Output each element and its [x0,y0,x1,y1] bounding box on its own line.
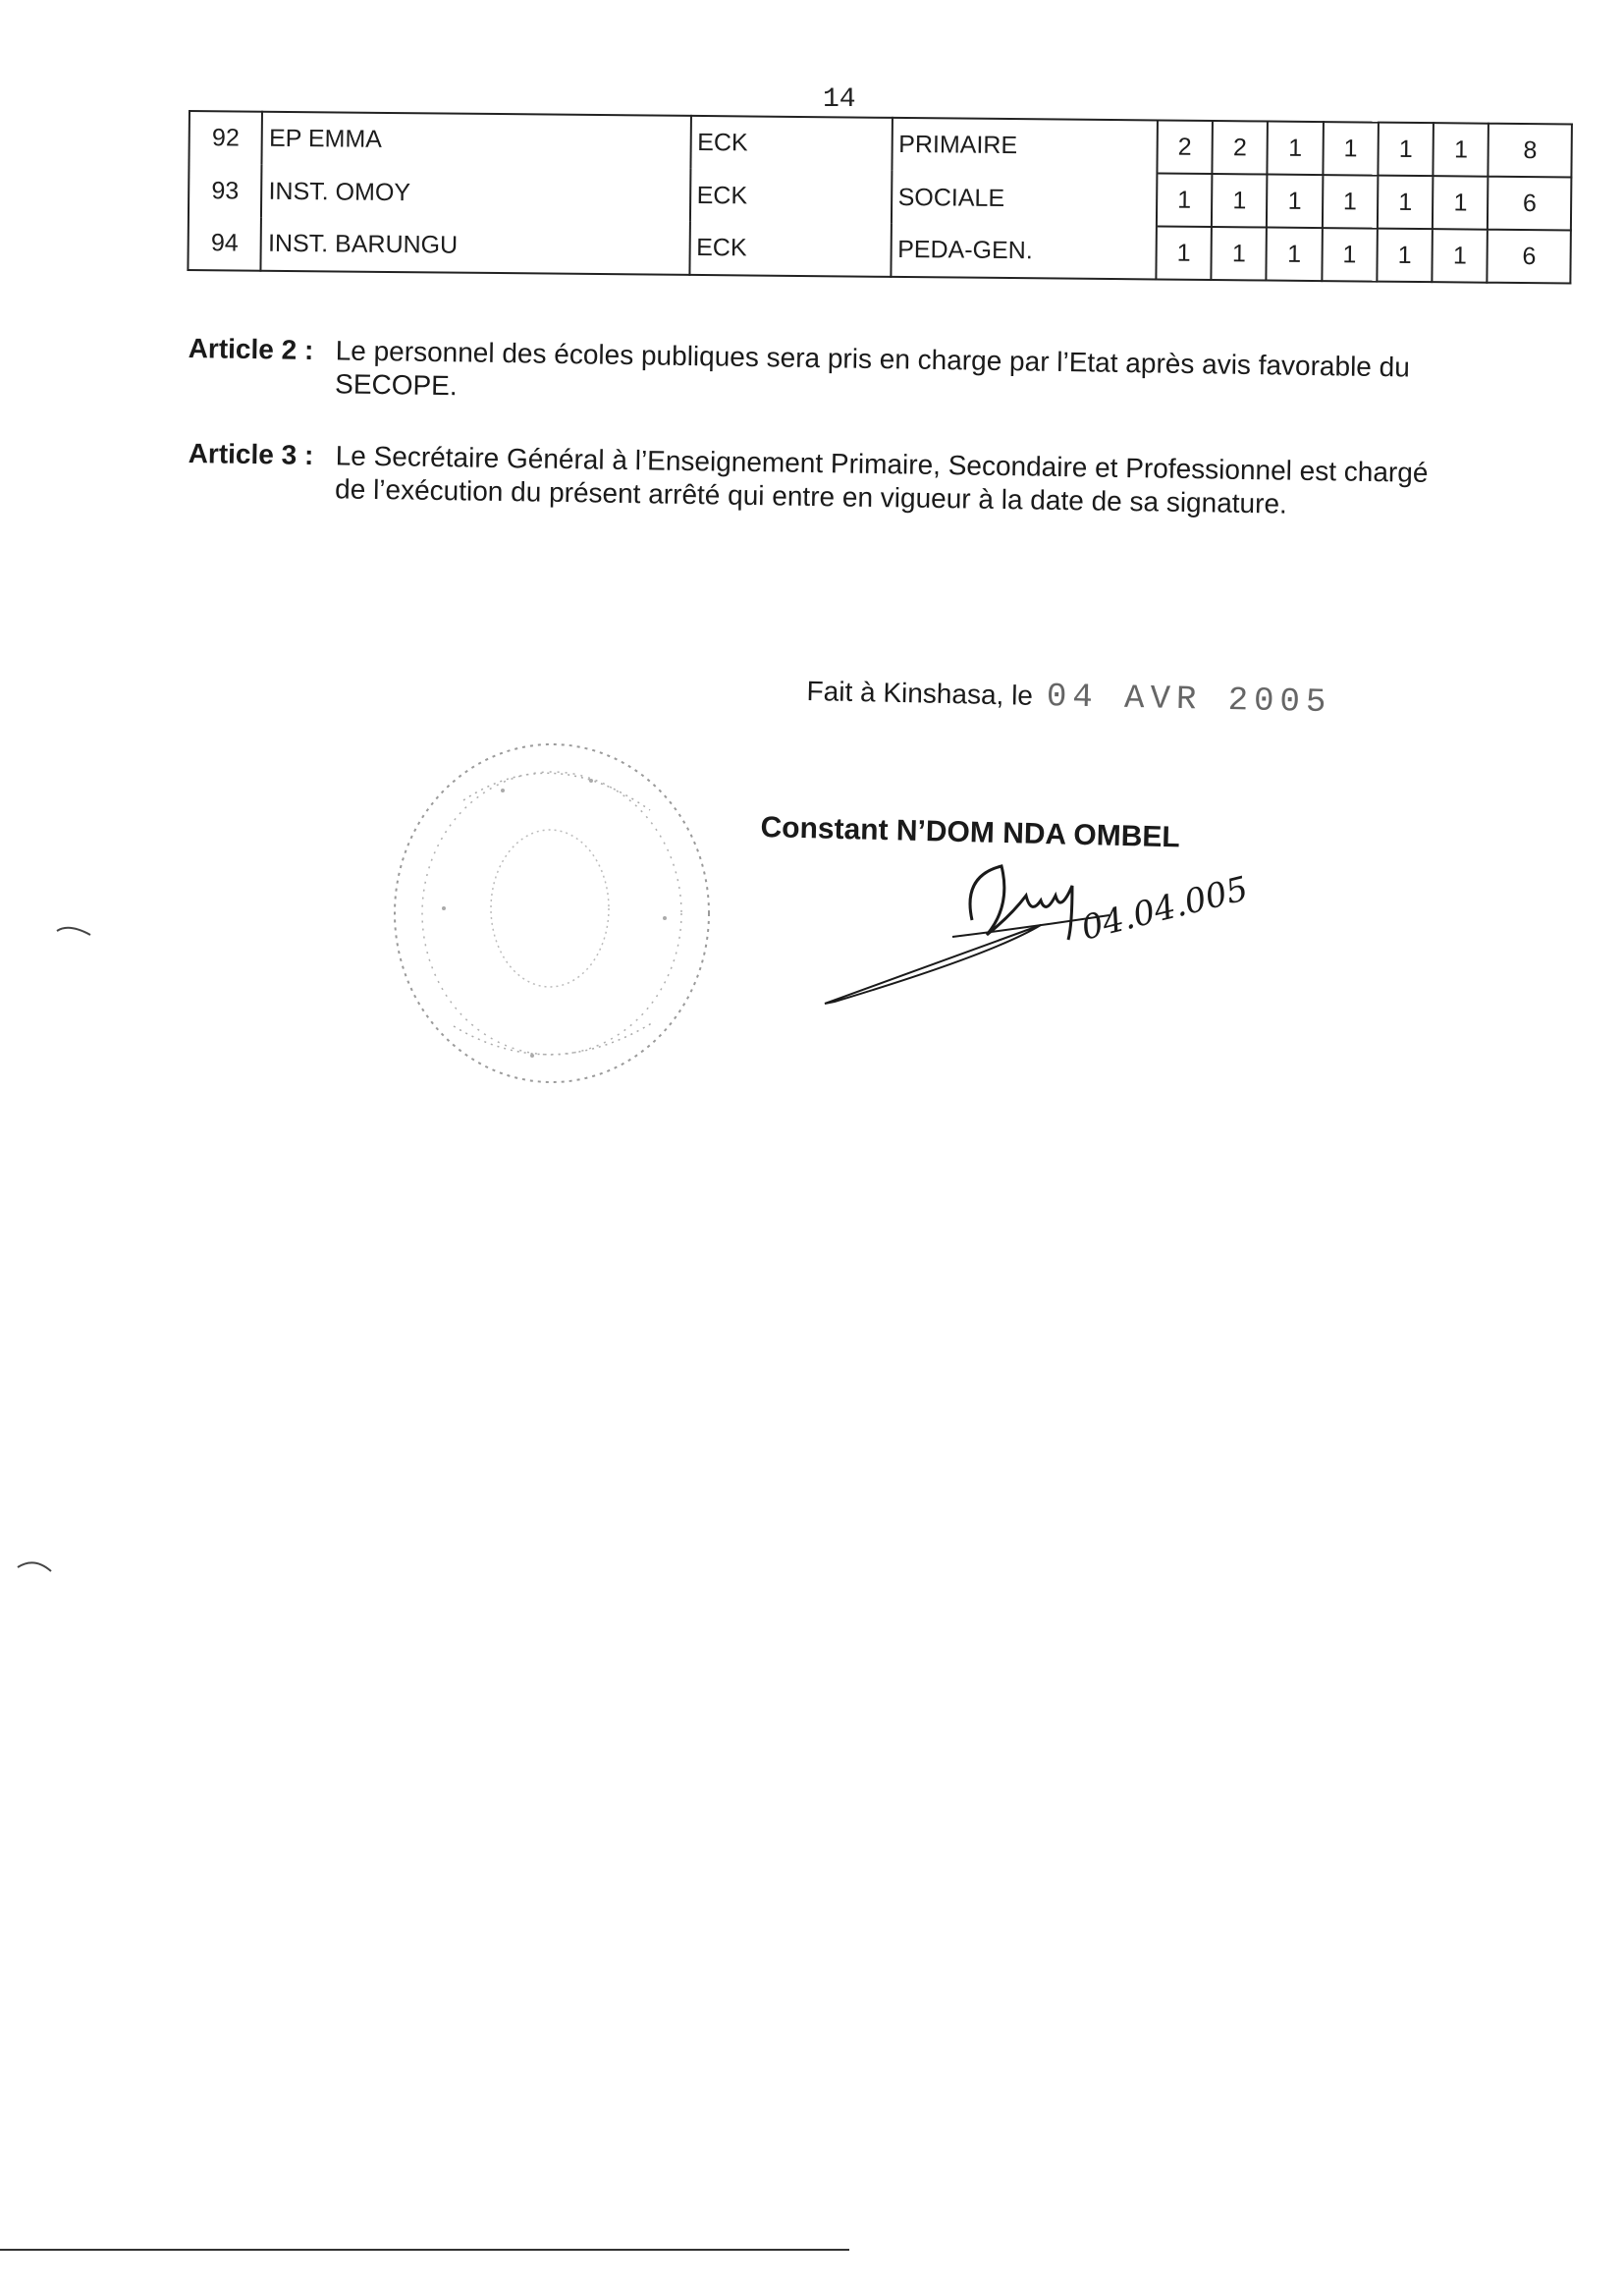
official-seal-stamp [385,732,719,1095]
count-cell: 1 [1377,229,1433,283]
count-cell: 1 [1434,123,1489,177]
count-cell: 2 [1157,120,1213,174]
signatory-name: Constant N’DOM NDA OMBEL [760,811,1181,854]
place-text: Fait à Kinshasa, le [806,675,1034,711]
article-3 [188,437,1455,523]
count-cell: 1 [1433,176,1489,230]
scan-margin-marks [0,0,118,1669]
school-name: EP EMMA [262,112,691,169]
total-cell: 6 [1488,177,1571,231]
count-cell: 1 [1157,173,1213,227]
count-cell: 2 [1213,121,1269,175]
stamped-date: 04 AVR 2005 [1046,679,1332,723]
school-option: PEDA-GEN. [891,224,1157,280]
page-number: 14 [823,84,856,115]
article-3-label: Article 3 : [188,437,314,471]
place-and-date [806,674,1331,722]
count-cell: 1 [1322,228,1378,282]
school-option: PRIMAIRE [892,118,1158,174]
count-cell: 1 [1378,176,1434,230]
signature-date: 04.04.005 [1077,869,1253,949]
school-area: ECK [690,116,893,171]
article-2-label: Article 2 : [188,332,314,366]
count-cell: 1 [1212,174,1268,228]
school-area: ECK [689,169,892,224]
total-cell: 8 [1489,124,1572,178]
row-number: 94 [188,217,261,271]
total-cell: 6 [1488,230,1571,284]
count-cell: 1 [1323,122,1379,176]
article-2 [188,332,1455,418]
count-cell: 1 [1378,123,1434,177]
school-option: SOCIALE [891,171,1157,227]
row-number: 92 [189,111,262,165]
count-cell: 1 [1267,175,1323,229]
count-cell: 1 [1323,175,1379,229]
school-name: INST. OMOY [261,165,690,222]
article-2-text: Le personnel des écoles publiques sera pris en charge par l’Etat après avis favorable du SECOPE. [334,335,1411,402]
footer-rule [0,2249,849,2251]
count-cell: 1 [1212,227,1268,281]
schools-table-wrapper [187,110,1573,285]
article-3-text: Le Secrétaire Général à l’Enseignement Primaire, Secondaire et Professionnel est chargé de l’exécution du présent arrêté qui entre en vigueur à la date de sa signature. [334,440,1429,519]
count-cell: 1 [1267,228,1323,282]
count-cell: 1 [1156,226,1212,280]
count-cell: 1 [1433,229,1489,283]
schools-table [187,110,1573,285]
handwritten-signature [815,846,1257,1023]
count-cell: 1 [1268,122,1324,176]
school-name: INST. BARUNGU [261,218,690,275]
row-number: 93 [189,164,262,218]
school-area: ECK [689,222,892,277]
